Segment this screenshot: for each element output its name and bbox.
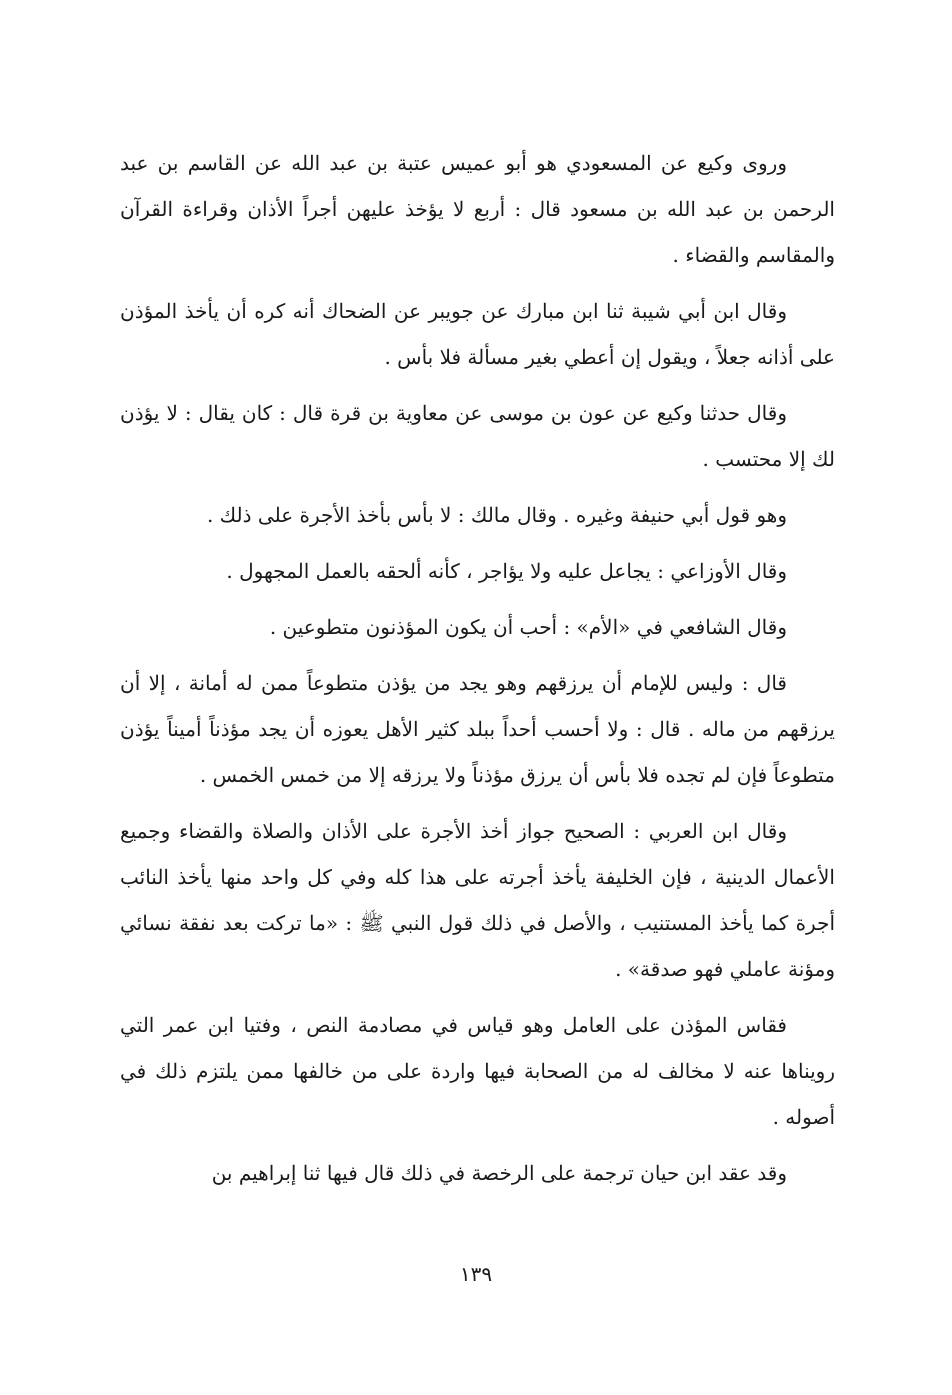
paragraph: وقال الأوزاعي : يجاعل عليه ولا يؤاجر ، كأنه ألحقه بالعمل المجهول . — [226, 559, 787, 583]
paragraph: وقال حدثنا وكيع عن عون بن موسى عن معاوية بن قرة قال : كان يقال : لا يؤذن لك إلا محتسب . — [120, 401, 835, 471]
paragraph: وهو قول أبي حنيفة وغيره . وقال مالك : لا بأس بأخذ الأجرة على ذلك . — [206, 503, 787, 527]
page-number: ١٣٩ — [459, 1262, 493, 1286]
paragraph: وقال ابن أبي شيبة ثنا ابن مبارك عن جويبر عن الضحاك أنه كره أن يأخذ المؤذن على أذانه جعلاً ، ويقول إن أعطي بغير مسألة فلا بأس . — [120, 299, 835, 369]
paragraph: وروى وكيع عن المسعودي هو أبو عميس عتبة بن عبد الله عن القاسم بن عبد الرحمن بن عبد الله بن مسعود قال : أربع لا يؤخذ عليهن أجراً الأذان وقراءة القرآن والمقاسم والقضاء . — [120, 151, 835, 267]
page-body — [120, 140, 835, 1206]
paragraph: قال : وليس للإمام أن يرزقهم وهو يجد من يؤذن متطوعاً ممن له أمانة ، إلا أن يرزقهم من ماله . قال : ولا أحسب أحداً ببلد كثير الأهل يعوزه أن يجد مؤذناً أميناً يؤذن متطوعاً فإن لم تجده فلا بأس أن يرزق مؤذناً ولا يرزقه إلا من خمس الخمس . — [120, 671, 835, 787]
paragraph: وقال ابن العربي : الصحيح جواز أخذ الأجرة على الأذان والصلاة والقضاء وجميع الأعمال الدينية ، فإن الخليفة يأخذ أجرته على هذا كله وفي كل واحد منها يأخذ النائب أجرة كما يأخذ المستنيب ، والأصل في ذلك قول النبي ﷺ : «ما تركت بعد نفقة نسائي ومؤنة عاملي فهو صدقة» . — [120, 819, 835, 981]
paragraph: وقد عقد ابن حيان ترجمة على الرخصة في ذلك قال فيها ثنا إبراهيم بن — [211, 1161, 787, 1185]
paragraph: وقال الشافعي في «الأم» : أحب أن يكون المؤذنون متطوعين . — [269, 615, 787, 639]
paragraph: فقاس المؤذن على العامل وهو قياس في مصادمة النص ، وفتيا ابن عمر التي رويناها عنه لا مخالف له من الصحابة فيها واردة على من خالفها ممن يلتزم ذلك في أصوله . — [120, 1013, 835, 1129]
